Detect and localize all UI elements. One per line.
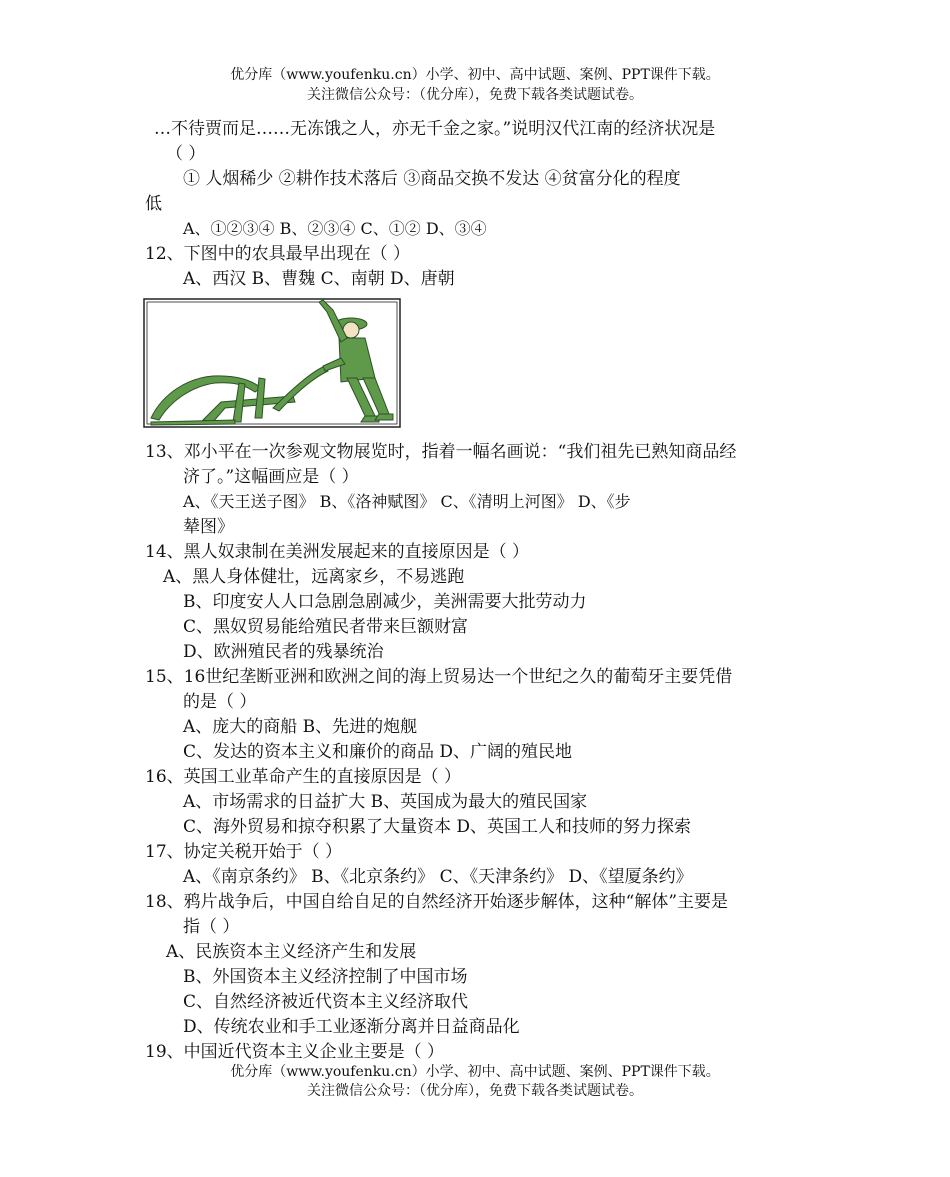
q15-options-ab: A、庞大的商船 B、先进的炮舰 [183,717,418,737]
q17-options: A、《南京条约》 B、《北京条约》 C、《天津条约》 D、《望厦条约》 [183,867,693,887]
q18-option-b: B、外国资本主义经济控制了中国市场 [183,967,468,987]
q18-stem-continued: 指（ ） [183,917,240,937]
q12-options: A、西汉 B、曹魏 C、南朝 D、唐朝 [183,269,455,289]
q14-stem: 14、黑人奴隶制在美洲发展起来的直接原因是（ ） [145,542,530,562]
header-line-2: 关注微信公众号：（优分库），免费下载各类试题试卷。 [307,87,643,103]
q11-options: A、①②③④ B、②③④ C、①② D、③④ [183,219,487,238]
footer-line-1: 优分库（www.youfenku.cn）小学、初中、高中试题、案例、PPT课件下载。 [230,1064,720,1080]
footer-line-2: 关注微信公众号：（优分库），免费下载各类试题试卷。 [307,1083,643,1099]
q18-option-a: A、民族资本主义经济产生和发展 [166,942,417,962]
q13-options: A、《天王送子图》 B、《洛神赋图》 C、《清明上河图》 D、《步 [183,492,631,511]
q12-stem: 12、下图中的农具最早出现在（ ） [145,244,411,264]
q11-statements-continued: 低 [145,194,162,214]
q15-stem: 15、16世纪垄断亚洲和欧洲之间的海上贸易达一个世纪之久的葡萄牙主要凭借 [145,667,733,687]
q16-stem: 16、英国工业革命产生的直接原因是（ ） [145,767,462,787]
q16-options-cd: C、海外贸易和掠夺积累了大量资本 D、英国工人和技师的努力探索 [183,817,692,837]
q11-answer-paren: （ ） [166,144,206,164]
q16-options-ab: A、市场需求的日益扩大 B、英国成为最大的殖民国家 [183,792,588,812]
q13-stem-continued: 济了。”这幅画应是（ ） [183,467,359,487]
q15-options-cd: C、发达的资本主义和廉价的商品 D、广阔的殖民地 [183,742,573,762]
plow-illustration [143,298,401,428]
q18-option-c: C、自然经济被近代资本主义经济取代 [183,992,469,1012]
header-line-1: 优分库（www.youfenku.cn）小学、初中、高中试题、案例、PPT课件下载。 [230,67,720,83]
q13-stem: 13、邓小平在一次参观文物展览时，指着一幅名画说：“我们祖先已熟知商品经 [145,442,737,462]
q14-option-d: D、欧洲殖民者的残暴统治 [183,642,384,662]
q19-stem: 19、中国近代资本主义企业主要是（ ） [145,1042,445,1062]
q15-stem-continued: 的是（ ） [183,692,257,712]
q14-option-c: C、黑奴贸易能给殖民者带来巨额财富 [183,617,469,637]
q14-option-b: B、印度安人人口急剧急剧减少，美洲需要大批劳动力 [183,592,587,612]
q14-option-a: A、黑人身体健壮，远离家乡，不易逃跑 [163,567,465,587]
q11-stem-continued: …不待贾而足……无冻饿之人，亦无千金之家。”说明汉代江南的经济状况是 [154,119,716,139]
q18-stem: 18、鸦片战争后，中国自给自足的自然经济开始逐步解体，这种“解体”主要是 [145,892,729,912]
q17-stem: 17、协定关税开始于（ ） [145,842,343,862]
q18-option-d: D、传统农业和手工业逐渐分离并日益商品化 [183,1017,520,1037]
q13-options-continued: 辇图》 [183,517,234,537]
q11-statements: ① 人烟稀少 ②耕作技术落后 ③商品交换不发达 ④贫富分化的程度 [183,169,681,189]
